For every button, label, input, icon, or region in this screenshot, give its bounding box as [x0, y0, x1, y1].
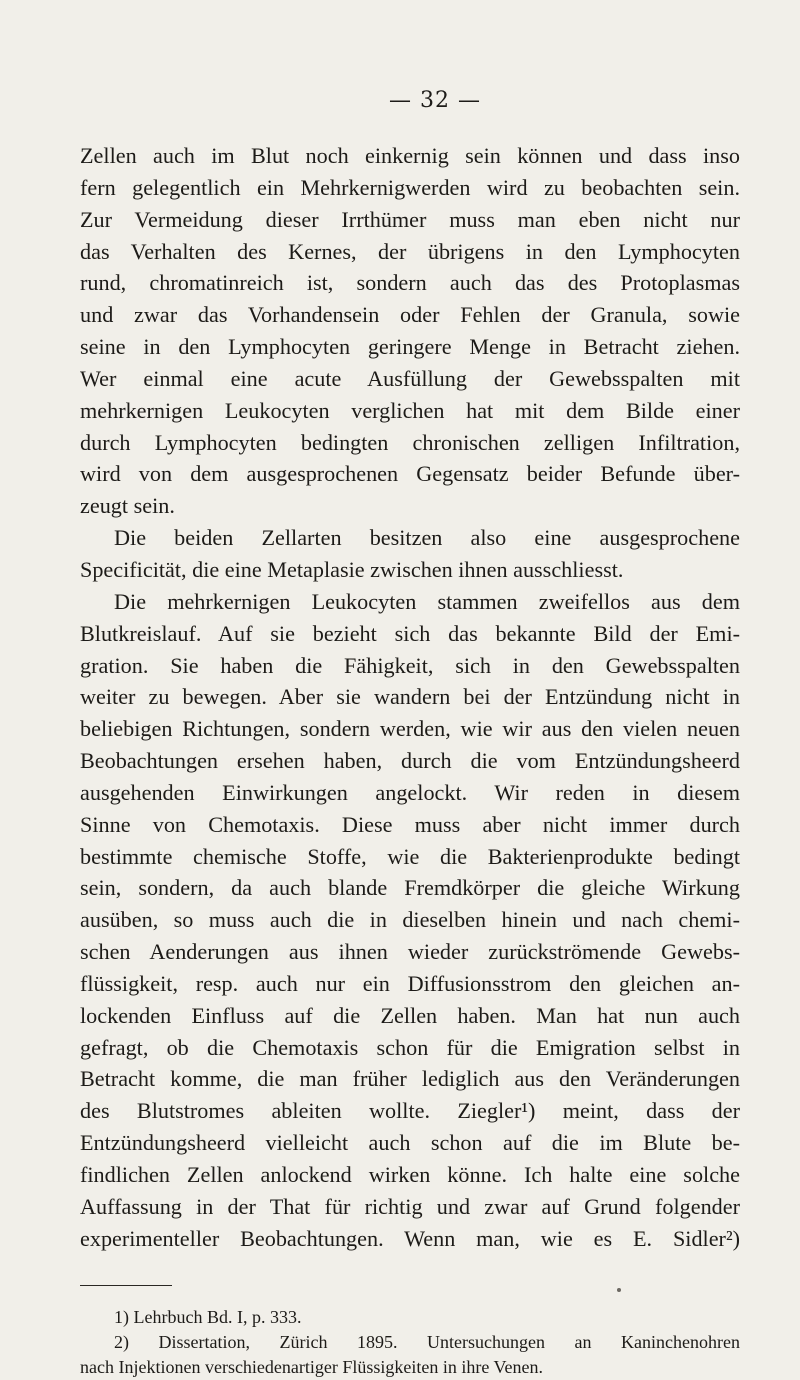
- text-line: ausüben, so muss auch die in dieselben hinein und nach chemi-: [80, 907, 740, 933]
- text-line: Blutkreislauf. Auf sie bezieht sich das bekannte Bild der Emi-: [80, 620, 740, 646]
- text-line: des Blutstromes ableiten wollte. Ziegler¹) meint, dass der: [80, 1098, 740, 1124]
- text-line: wird von dem ausgesprochenen Gegensatz beider Befunde über-: [80, 461, 740, 487]
- footnotes: [80, 1305, 740, 1380]
- text-line: Die mehrkernigen Leukocyten stammen zweifellos aus dem: [114, 588, 740, 614]
- text-line: beliebigen Richtungen, sondern werden, wie wir aus den vielen neuen: [80, 716, 740, 742]
- text-line: bestimmte chemische Stoffe, wie die Bakterienprodukte bedingt: [80, 843, 740, 869]
- text-line: Specificität, die eine Metaplasie zwischen ihnen ausschliesst.: [80, 556, 624, 582]
- text-line: fern gelegentlich ein Mehrkernigwerden wird zu beobachten sein.: [80, 174, 740, 200]
- footnote-divider: [80, 1285, 172, 1286]
- text-line: gefragt, ob die Chemotaxis schon für die Emigration selbst in: [80, 1034, 740, 1060]
- footnote-line: 2) Dissertation, Zürich 1895. Untersuchungen an Kaninchenohren: [114, 1331, 740, 1352]
- text-line: Zur Vermeidung dieser Irrthümer muss man eben nicht nur: [80, 206, 740, 232]
- body-text: [80, 140, 740, 1255]
- text-line: Wer einmal eine acute Ausfüllung der Gewebsspalten mit: [80, 365, 740, 391]
- text-line: zeugt sein.: [80, 493, 175, 519]
- text-line: und zwar das Vorhandensein oder Fehlen der Granula, sowie: [80, 302, 740, 328]
- text-line: mehrkernigen Leukocyten verglichen hat mit dem Bilde einer: [80, 397, 740, 423]
- text-line: findlichen Zellen anlockend wirken könne. Ich halte eine solche: [80, 1162, 740, 1187]
- text-line: experimenteller Beobachtungen. Wenn man, wie es E. Sidler²): [80, 1225, 740, 1251]
- text-line: Auffassung in der That für richtig und zwar auf Grund folgender: [80, 1193, 740, 1219]
- text-line: ausgehenden Einwirkungen angelockt. Wir reden in diesem: [80, 779, 740, 805]
- text-line: gration. Sie haben die Fähigkeit, sich in den Gewebsspalten: [80, 652, 740, 678]
- text-line: sein, sondern, da auch blande Fremdkörper die gleiche Wirkung: [80, 875, 740, 901]
- text-line: Betracht komme, die man früher lediglich aus den Veränderungen: [80, 1066, 740, 1092]
- footnote-line: 1) Lehrbuch Bd. I, p. 333.: [114, 1306, 302, 1327]
- text-line: flüssigkeit, resp. auch nur ein Diffusionsstrom den gleichen an-: [80, 970, 740, 996]
- text-line: Zellen auch im Blut noch einkernig sein können und dass inso: [80, 143, 740, 168]
- ink-speck: [617, 1288, 621, 1292]
- text-line: seine in den Lymphocyten geringere Menge in Betracht ziehen.: [80, 334, 740, 360]
- text-line: Die beiden Zellarten besitzen also eine ausgesprochene: [114, 525, 740, 551]
- text-line: das Verhalten des Kernes, der übrigens in den Lymphocyten: [80, 238, 740, 264]
- text-line: Entzündungsheerd vielleicht auch schon auf die im Blute be-: [80, 1130, 740, 1156]
- text-line: Sinne von Chemotaxis. Diese muss aber nicht immer durch: [80, 811, 740, 837]
- text-line: schen Aenderungen aus ihnen wieder zurückströmende Gewebs-: [80, 939, 740, 965]
- text-line: lockenden Einfluss auf die Zellen haben. Man hat nun auch: [80, 1002, 740, 1028]
- text-line: rund, chromatinreich ist, sondern auch das des Protoplasmas: [80, 270, 740, 296]
- footnote-line: nach Injektionen verschiedenartiger Flüssigkeiten in ihre Venen.: [80, 1356, 544, 1377]
- text-line: Beobachtungen ersehen haben, durch die vom Entzündungsheerd: [80, 748, 740, 774]
- page-number: — 32 —: [389, 88, 481, 113]
- text-line: durch Lymphocyten bedingten chronischen zelligen Infiltration,: [80, 429, 740, 455]
- text-line: weiter zu bewegen. Aber sie wandern bei der Entzündung nicht in: [80, 684, 740, 710]
